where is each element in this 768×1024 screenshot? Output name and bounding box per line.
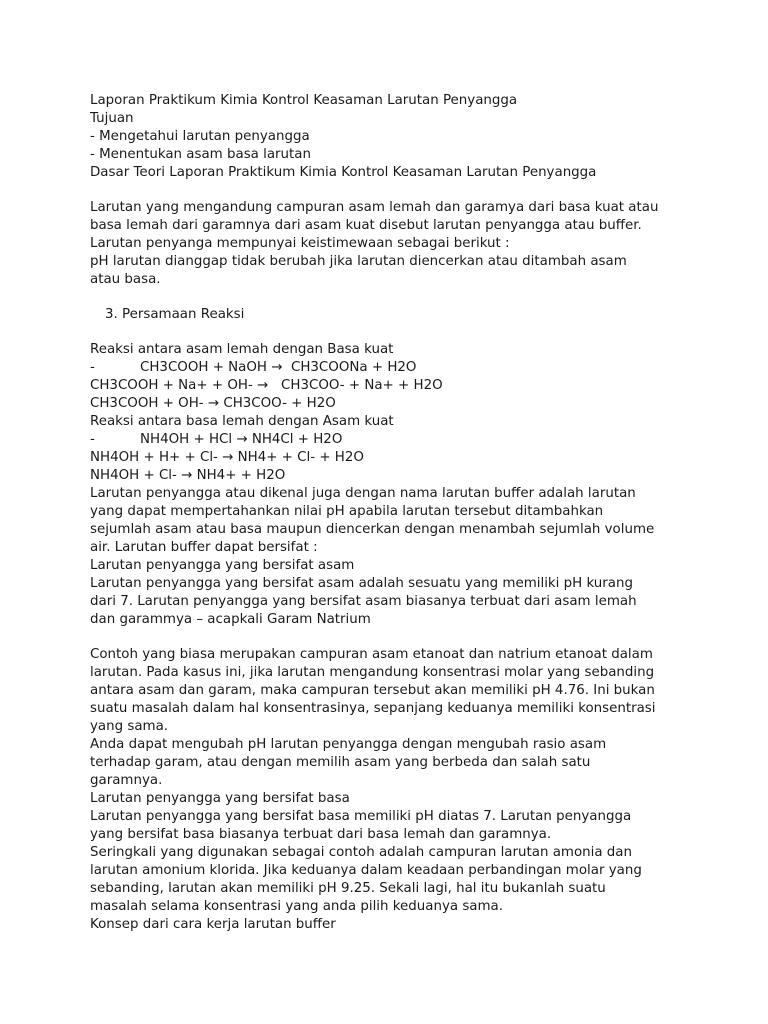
- paragraph-line: dari 7. Larutan penyangga yang bersifat asam biasanya terbuat dari asam lemah: [90, 594, 637, 609]
- reaction-1-eq-3: CH3COOH + OH- → CH3COO- + H2O: [90, 396, 336, 411]
- blank-line: [90, 182, 690, 199]
- paragraph-line: Konsep dari cara kerja larutan buffer: [90, 917, 336, 932]
- reaction-1-eq-2: CH3COOH + Na+ + OH- → CH3COO- + Na+ + H2O: [90, 378, 443, 393]
- tujuan-item-1: - Mengetahui larutan penyangga: [90, 129, 310, 144]
- tujuan-heading: Tujuan: [90, 111, 134, 126]
- paragraph-line: Anda dapat mengubah pH larutan penyangga dengan mengubah rasio asam: [90, 737, 607, 752]
- paragraph-line: masalah selama konsentrasi yang anda pilih keduanya sama.: [90, 899, 504, 914]
- paragraph-line: atau basa.: [90, 272, 161, 287]
- paragraph-line: Seringkali yang digunakan sebagai contoh adalah campuran larutan amonia dan: [90, 845, 632, 860]
- paragraph-line: terhadap garam, atau dengan memilih asam yang berbeda dan salah satu: [90, 755, 591, 770]
- dasar-teori-heading: Dasar Teori Laporan Praktikum Kimia Kontrol Keasaman Larutan Penyangga: [90, 165, 597, 180]
- paragraph-line: basa lemah dari garamnya dari asam kuat disebut larutan penyangga atau buffer.: [90, 218, 642, 233]
- reaction-2-heading: Reaksi antara basa lemah dengan Asam kuat: [90, 414, 394, 429]
- reaction-1-heading: Reaksi antara asam lemah dengan Basa kuat: [90, 342, 394, 357]
- paragraph-line: antara asam dan garam, maka campuran tersebut akan memiliki pH 4.76. Ini bukan: [90, 683, 655, 698]
- paragraph-line: Larutan penyangga yang bersifat basa: [90, 791, 350, 806]
- reaction-2-eq-3: NH4OH + Cl- → NH4+ + H2O: [90, 468, 286, 483]
- paragraph-line: Contoh yang biasa merupakan campuran asam etanoat dan natrium etanoat dalam: [90, 647, 653, 662]
- reaction-2-eq-2: NH4OH + H+ + Cl- → NH4+ + Cl- + H2O: [90, 450, 364, 465]
- paragraph-line: Larutan penyangga yang bersifat basa memiliki pH diatas 7. Larutan penyangga: [90, 809, 632, 824]
- tujuan-item-2: - Menentukan asam basa larutan: [90, 147, 311, 162]
- blank-line: [90, 324, 690, 341]
- paragraph-line: yang sama.: [90, 719, 169, 734]
- reaction-2-eq-1: [90, 431, 690, 449]
- paragraph-line: pH larutan dianggap tidak berubah jika larutan diencerkan atau ditambah asam: [90, 254, 627, 269]
- paragraph-line: sejumlah asam atau basa maupun diencerkan dengan menambah sejumlah volume: [90, 522, 655, 537]
- paragraph-line: Larutan penyangga yang bersifat asam: [90, 558, 355, 573]
- document-page: [90, 92, 690, 934]
- paragraph-line: larutan amonium klorida. Jika keduanya dalam keadaan perbandingan molar yang: [90, 863, 642, 878]
- paragraph-line: Larutan penyangga atau dikenal juga dengan nama larutan buffer adalah larutan: [90, 486, 636, 501]
- document-title: Laporan Praktikum Kimia Kontrol Keasaman Larutan Penyangga: [90, 93, 518, 108]
- section-3-heading: 3. Persamaan Reaksi: [105, 307, 245, 322]
- paragraph-line: garamnya.: [90, 773, 163, 788]
- paragraph-line: yang bersifat basa biasanya terbuat dari basa lemah dan garamnya.: [90, 827, 552, 842]
- list-dash: -: [90, 360, 95, 375]
- paragraph-line: suatu masalah dalam hal konsentrasinya, sepanjang keduanya memiliki konsentrasi: [90, 701, 656, 716]
- list-dash: -: [90, 432, 95, 447]
- blank-line: [90, 289, 690, 306]
- paragraph-line: air. Larutan buffer dapat bersifat :: [90, 540, 318, 555]
- blank-line: [90, 629, 690, 646]
- equation-text: NH4OH + HCl → NH4Cl + H2O: [140, 432, 343, 447]
- paragraph-line: dan garammya – acapkali Garam Natrium: [90, 612, 371, 627]
- equation-text: CH3COOH + NaOH → CH3COONa + H2O: [140, 360, 417, 375]
- paragraph-line: yang dapat mempertahankan nilai pH apabila larutan tersebut ditambahkan: [90, 504, 604, 519]
- paragraph-line: Larutan yang mengandung campuran asam lemah dan garamya dari basa kuat atau: [90, 200, 659, 215]
- paragraph-line: sebanding, larutan akan memiliki pH 9.25. Sekali lagi, hal itu bukanlah suatu: [90, 881, 606, 896]
- paragraph-line: Larutan penyangga yang bersifat asam adalah sesuatu yang memiliki pH kurang: [90, 576, 633, 591]
- paragraph-line: Larutan penyanga mempunyai keistimewaan sebagai berikut :: [90, 236, 510, 251]
- reaction-1-eq-1: [90, 359, 690, 377]
- paragraph-line: larutan. Pada kasus ini, jika larutan mengandung konsentrasi molar yang sebanding: [90, 665, 655, 680]
